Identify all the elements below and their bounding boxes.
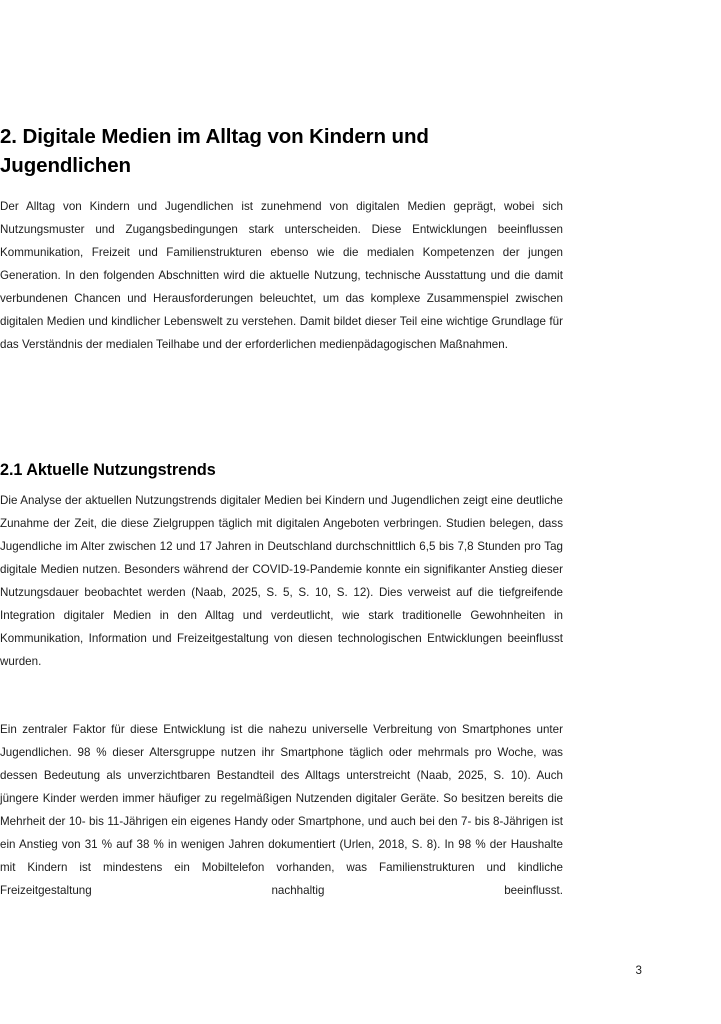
- intro-paragraph-container: [0, 196, 563, 357]
- page-number: 3: [635, 964, 642, 977]
- section-heading-2-1: 2.1 Aktuelle Nutzungstrends: [0, 461, 216, 479]
- trends-second-paragraph-container: [0, 719, 563, 903]
- trends-first-paragraph: Die Analyse der aktuellen Nutzungstrends digitaler Medien bei Kindern und Jugendlichen zeigt eine deutliche Zunahme der Zeit, die diese Zielgruppen täglich mit digitalen Angeboten verbringen. Studien belegen, dass Jugendliche im Alter zwischen 12 und 17 Jahren in Deutschland durchschnittlich 6,5 bis 7,8 Stunden pro Tag digitale Medien nutzen. Besonders während der COVID-19-Pandemie konnte ein signifikanter Anstieg dieser Nutzungsdauer beobachtet werden (Naab, 2025, S. 5, S. 10, S. 12). Dies verweist auf die tiefgreifende Integration digitaler Medien in den Alltag und verdeutlicht, wie stark traditionelle Gewohnheiten in Kommunikation, Information und Freizeitgestaltung von diesen technologischen Entwicklungen beeinflusst wurden.: [0, 494, 563, 668]
- section-heading-container: [0, 459, 563, 481]
- trends-second-paragraph: Ein zentraler Faktor für diese Entwicklung ist die nahezu universelle Verbreitung von Smartphones unter Jugendlichen. 98 % dieser Altersgruppe nutzen ihr Smartphone täglich oder mehrmals pro Woche, was dessen Bedeutung als unverzichtbaren Bestandteil des Alltags unterstreicht (Naab, 2025, S. 10). Auch jüngere Kinder werden immer häufiger zu regelmäßigen Nutzenden digitaler Geräte. So besitzen bereits die Mehrheit der 10- bis 11-Jährigen ein eigenes Handy oder Smartphone, und auch bei den 7- bis 8-Jährigen ist ein Anstieg von 31 % auf 38 % in wenigen Jahren dokumentiert (Urlen, 2018, S. 8). In 98 % der Haushalte mit Kindern ist mindestens ein Mobiltelefon vorhanden, was Familienstrukturen und kindliche Freizeitgestaltung nachhaltig beeinflusst.: [0, 723, 563, 897]
- chapter-heading: 2. Digitale Medien im Alltag von Kindern und Jugendlichen: [0, 125, 429, 177]
- trends-first-paragraph-container: [0, 490, 563, 674]
- intro-paragraph: Der Alltag von Kindern und Jugendlichen ist zunehmend von digitalen Medien geprägt, wobei sich Nutzungsmuster und Zugangsbedingungen stark unterscheiden. Diese Entwicklungen beeinflussen Kommunikation, Freizeit und Familienstrukturen ebenso wie die medialen Kompetenzen der jungen Generation. In den folgenden Abschnitten wird die aktuelle Nutzung, technische Ausstattung und die damit verbundenen Chancen und Herausforderungen beleuchtet, um das komplexe Zusammenspiel zwischen digitalen Medien und kindlicher Lebenswelt zu verstehen. Damit bildet dieser Teil eine wichtige Grundlage für das Verständnis der medialen Teilhabe und der erforderlichen medienpädagogischen Maßnahmen.: [0, 200, 563, 351]
- chapter-heading-container: [0, 122, 563, 180]
